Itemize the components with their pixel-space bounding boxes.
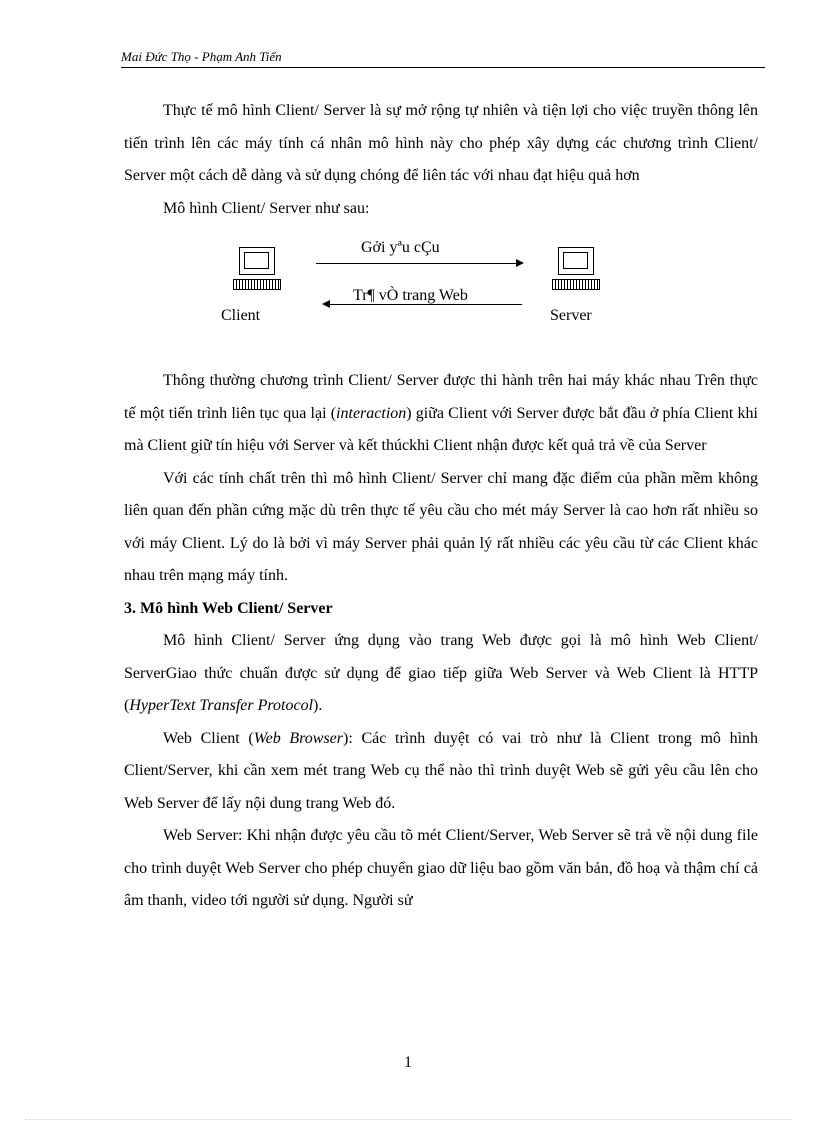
term-web-browser: Web Browser [253,729,344,747]
term-interaction: interaction [336,404,407,422]
response-label: Tr¶ vÒ trang Web [353,287,468,304]
arrow-left-icon [322,300,330,308]
document-body [124,95,758,918]
response-arrow [324,304,522,305]
request-label: Gởi yªu cÇu [361,239,440,256]
term-http: HyperText Transfer Protocol [129,697,314,714]
server-computer-icon [550,247,602,293]
paragraph-web-server: Web Server: Khi nhận được yêu cầu tõ mét Client/Server, Web Server sẽ trả về nội dung file cho trình duyệt Web Server cho phép chuyển giao dữ liệu bao gồm văn bản, đồ hoạ và thậm chí cả âm thanh, video tới người sử dụng. Người sử [124,827,758,909]
paragraph-properties: Với các tính chất trên thì mô hình Client/ Server chỉ mang đặc điểm của phần mềm không liên quan đến phần cứng mặc dù trên thực tế yêu cầu cho mét máy Server là cao hơn rất nhiều so với máy Client. Lý do là bởi vì máy Server phải quản lý rất nhiều các yêu cầu từ các Client khác nhau trên mạng máy tính. [124,469,758,584]
paragraph-web-model: Mô hình Client/ Server ứng dụng vào trang Web được gọi là mô hình Web Client/ ServerGiao thức chuẩn được sử dụng để giao tiếp giữa Web Server và Web Client là HTTP (HyperText Transfer Protocol). [124,632,758,714]
paragraph-web-client: Web Client (Web Browser): Các trình duyệt có vai trò như là Client trong mô hình Client/Server, khi cần xem mét trang Web cụ thể nào thì trình duyệt Web sẽ gửi yêu cầu lên cho Web Server để lấy nội dung trang Web đó. [124,729,759,812]
arrow-right-icon [516,259,524,267]
paragraph-model-lead: Mô hình Client/ Server như sau: [163,199,370,217]
client-computer-icon [231,247,283,293]
page-number: 1 [404,1054,412,1071]
footer-divider [25,1119,791,1120]
section-heading: 3. Mô hình Web Client/ Server [124,599,333,617]
header-authors: Mai Đức Thọ - Phạm Anh Tiến [121,49,282,64]
client-label: Client [221,307,261,324]
paragraph-intro: Thực tế mô hình Client/ Server là sự mở rộng tự nhiên và tiện lợi cho việc truyền thông lên tiến trình lên các máy tính cá nhân mô hình này cho phép xây dựng các chương trình Client/ Server một cách dễ dàng và sử dụng chóng để liên tác với nhau đạt hiệu quả hơn [124,102,758,184]
client-server-diagram [124,225,758,365]
page-header [121,47,765,68]
server-label: Server [550,307,592,324]
paragraph-execution: Thông thường chương trình Client/ Server được thi hành trên hai máy khác nhau Trên thực tế một tiến trình liên tục qua lại (interaction) giữa Client với Server được bắt đầu ở phía Client khi mà Client giữ tín hiệu với Server và kết thúckhi Client nhận được kết quả trả về của Server [124,372,759,454]
request-arrow [316,263,522,264]
